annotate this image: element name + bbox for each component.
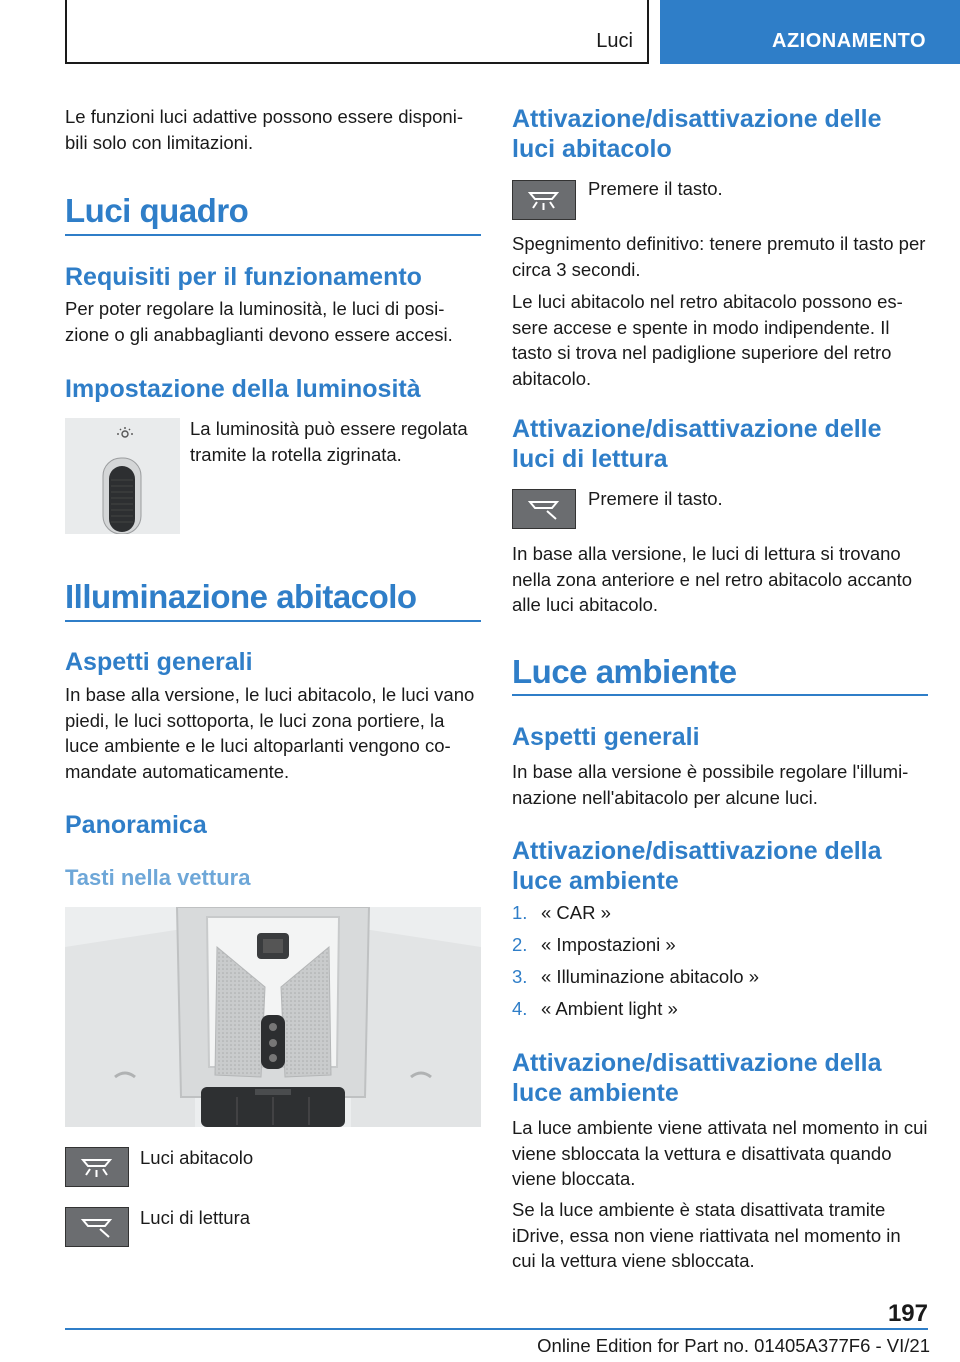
text-spegnimento: Spegnimento definitivo: tenere premuto il tasto per circa 3 secondi. [512, 233, 926, 280]
text-ambiente-2: Se la luce ambiente è stata disattivata tramite iDrive, essa non viene riattivata nel momento in cui la vettura viene sbloccata. [512, 1199, 901, 1271]
reading-light-icon [512, 489, 576, 529]
heading-rule [65, 620, 481, 622]
brightness-wheel-image [65, 418, 180, 534]
heading-att-abitacolo: Attivazione/disattivazione delle luci abitacolo [512, 105, 882, 163]
heading-att-lettura: Attivazione/disattivazione delle luci di lettura [512, 415, 882, 473]
heading-aspetti-generali-ambiente: Aspetti generali [512, 723, 700, 751]
text-premere-1: Premere il tasto. [588, 178, 723, 199]
heading-illuminazione: Illuminazione abitacolo [65, 578, 417, 615]
step-text: « Ambient light » [541, 998, 678, 1019]
footer-rule [65, 1328, 928, 1330]
heading-panoramica: Panoramica [65, 811, 207, 839]
text-ambiente-1: La luce ambiente viene attivata nel momento in cui viene sbloccata la vettura e disattivata quando viene bloccata. [512, 1117, 928, 1189]
footer-edition: Online Edition for Part no. 01405A377F6 - VI/21 [537, 1335, 930, 1356]
heading-requisiti: Requisiti per il funzionamento [65, 263, 422, 291]
text-premere-2: Premere il tasto. [588, 488, 723, 509]
interior-light-icon [65, 1147, 129, 1187]
step-text: « Illuminazione abitacolo » [541, 966, 760, 987]
heading-luce-ambiente: Luce ambiente [512, 653, 737, 690]
step-text: « CAR » [541, 902, 611, 923]
step-text: « Impostazioni » [541, 934, 676, 955]
heading-impostazione: Impostazione della luminosità [65, 375, 421, 403]
text-requisiti: Per poter regolare la luminosità, le luci di posi-zione o gli anabbaglianti devono essere accesi. [65, 298, 453, 345]
heading-luci-quadro: Luci quadro [65, 192, 249, 229]
heading-rule [65, 234, 481, 236]
legend-luci-abitacolo: Luci abitacolo [140, 1147, 254, 1168]
text-aspetti-ambiente: In base alla versione è possibile regolare l'illumi-nazione nell'abitacolo per alcune luci. [512, 761, 909, 808]
heading-tasti: Tasti nella vettura [65, 865, 251, 890]
text-aspetti-generali: In base alla versione, le luci abitacolo, le luci vano piedi, le luci sottoporta, le luci zona portiere, la luce ambiente e le luci altoparlanti vengono co-mandate automaticamente. [65, 684, 475, 782]
page-number: 197 [887, 1300, 928, 1327]
step-number: 4. [512, 998, 528, 1019]
text-impostazione: La luminosità può essere regolata tramite la rotella zigrinata. [190, 418, 468, 465]
step-number: 3. [512, 966, 528, 987]
text-retro: Le luci abitacolo nel retro abitacolo possono es-sere accese e spente in modo indipendente. Il tasto si trova nel padiglione superiore del retro abitacolo. [512, 291, 903, 389]
heading-aspetti-generali: Aspetti generali [65, 648, 253, 676]
header-frame [65, 0, 649, 64]
reading-light-icon [65, 1207, 129, 1247]
heading-att-ambiente-1: Attivazione/disattivazione della luce ambiente [512, 837, 882, 895]
step-number: 2. [512, 934, 528, 955]
text-lettura: In base alla versione, le luci di lettura si trovano nella zona anteriore e nel retro abitacolo accanto alle luci abitacolo. [512, 543, 913, 615]
header-chapter-tab: AZIONAMENTO [660, 0, 960, 64]
overhead-console-image [65, 907, 481, 1127]
heading-att-ambiente-2: Attivazione/disattivazione della luce ambiente [512, 1049, 882, 1107]
legend-luci-lettura: Luci di lettura [140, 1207, 251, 1228]
heading-rule [512, 694, 928, 696]
header-section: Luci [596, 30, 633, 52]
interior-light-icon [512, 180, 576, 220]
intro-text: Le funzioni luci adattive possono essere disponi-bili solo con limitazioni. [65, 106, 463, 153]
step-number: 1. [512, 902, 528, 923]
